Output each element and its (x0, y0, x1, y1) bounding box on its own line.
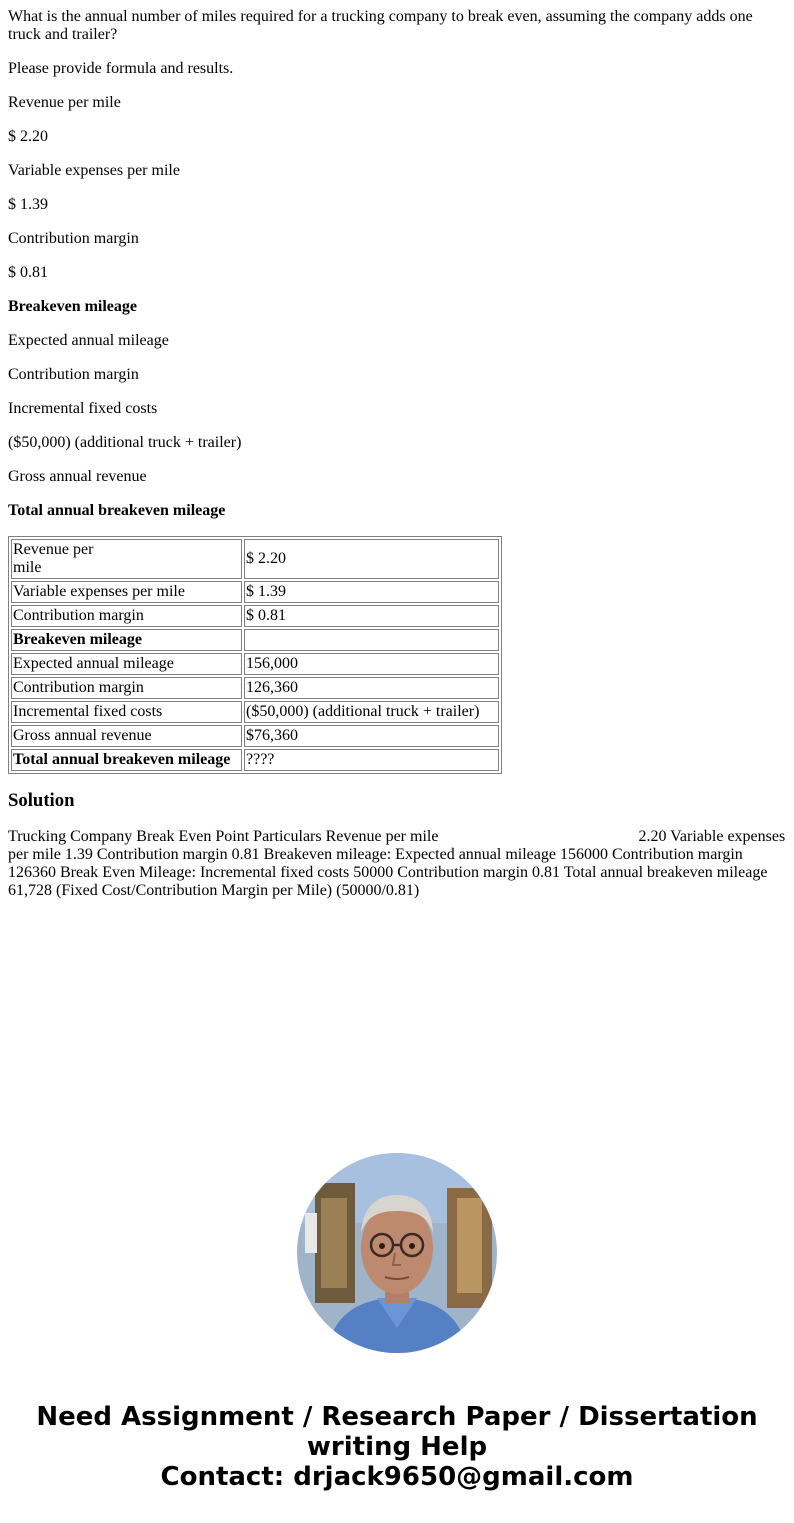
table-cell-value: 126,360 (244, 677, 499, 699)
list-item: Total annual breakeven mileage (8, 502, 226, 519)
list-item: Gross annual revenue (8, 468, 147, 485)
table-cell-value: $ 2.20 (244, 539, 499, 579)
table-cell-label-text: Contribution margin (13, 607, 144, 624)
list-item: Contribution margin (8, 366, 139, 383)
table-row (11, 653, 499, 675)
table-cell-value: $ 0.81 (244, 605, 499, 627)
table-row (11, 725, 499, 747)
solution-text (8, 828, 786, 900)
table-cell-value: $76,360 (244, 725, 499, 747)
table-cell-value: ($50,000) (additional truck + trailer) (244, 701, 499, 723)
table-row (11, 677, 499, 699)
table-cell-value: 156,000 (244, 653, 499, 675)
table-cell-value: $ 1.39 (244, 581, 499, 603)
table-cell-label-text: Contribution margin (13, 679, 144, 696)
list-item: $ 1.39 (8, 196, 48, 213)
solution-heading: Solution (8, 790, 75, 811)
promo-contact: Contact: drjack9650@gmail.com (160, 1462, 634, 1492)
table-row (11, 605, 499, 627)
breakeven-table (8, 536, 502, 774)
solution-text-part-2: 2.20 Variable expenses per mile 1.39 Contribution margin 0.81 Breakeven mileage: Expected annual mileage 156000 Contribution margin 126360 Break Even Mileage: Incremental fixed costs 50000 Contribution margin 0.81 Total annual breakeven mileage 61,728 (Fixed Cost/Contribution Margin per Mile) (50000/0.81) (8, 828, 786, 899)
table-cell-label-text: Revenue per (13, 541, 94, 558)
list-item: Expected annual mileage (8, 332, 169, 349)
table-cell-value: ???? (244, 749, 499, 771)
table-cell-label-text: Variable expenses per mile (13, 583, 185, 600)
promo-line-1: Need Assignment / Research Paper / Dissertation (36, 1402, 758, 1432)
table-cell-label-text: Total annual breakeven mileage (13, 751, 231, 768)
table-cell-label-text: Breakeven mileage (13, 631, 143, 648)
table-cell-label (11, 539, 242, 579)
table-cell-label (11, 725, 242, 747)
list-item: ($50,000) (additional truck + trailer) (8, 434, 242, 451)
list-item: $ 0.81 (8, 264, 48, 281)
table-cell-label (11, 581, 242, 603)
list-item: Contribution margin (8, 230, 139, 247)
table-cell-label (11, 677, 242, 699)
table-cell-label-text: Gross annual revenue (13, 727, 152, 744)
table-cell-label (11, 629, 242, 651)
list-item: Breakeven mileage (8, 298, 138, 315)
person-portrait-icon (297, 1153, 497, 1353)
list-item: Revenue per mile (8, 94, 121, 111)
promo-line-2: writing Help (306, 1432, 488, 1462)
question-text: What is the annual number of miles required for a trucking company to break even, assuming the company adds one truck and trailer? (8, 8, 753, 43)
table-cell-label (11, 653, 242, 675)
list-item: Incremental fixed costs (8, 400, 158, 417)
table-row (11, 539, 499, 579)
solution-text-part-1: Trucking Company Break Even Point Particulars Revenue per mile (8, 828, 439, 845)
question-instruction: Please provide formula and results. (8, 60, 234, 77)
question-list (8, 94, 786, 520)
author-avatar (297, 1153, 497, 1353)
table-cell-value (244, 629, 499, 651)
table-row (11, 749, 499, 771)
table-row (11, 581, 499, 603)
table-cell-label (11, 749, 242, 771)
table-cell-label-text: Expected annual mileage (13, 655, 174, 672)
table-cell-label-text: mile (13, 559, 42, 576)
table-cell-label-text: Incremental fixed costs (13, 703, 163, 720)
table-cell-label (11, 701, 242, 723)
list-item: $ 2.20 (8, 128, 48, 145)
table-row (11, 629, 499, 651)
table-cell-label (11, 605, 242, 627)
table-row (11, 701, 499, 723)
list-item: Variable expenses per mile (8, 162, 180, 179)
promo-banner (0, 1402, 794, 1492)
